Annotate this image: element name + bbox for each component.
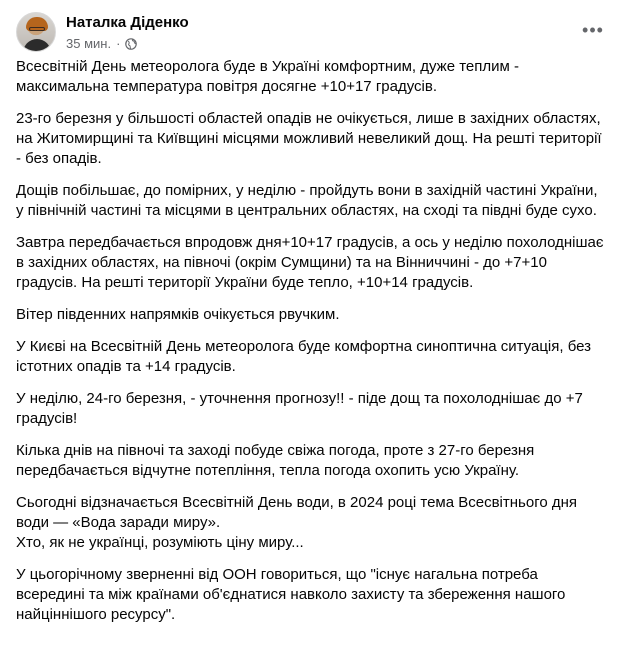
- post-paragraph: Хто, як не українці, розуміють ціну миру...: [16, 534, 304, 551]
- post-header: [16, 10, 189, 54]
- avatar-body: [23, 39, 51, 52]
- post-body: [16, 57, 608, 637]
- author-avatar[interactable]: [16, 12, 56, 52]
- avatar-glasses: [29, 27, 45, 31]
- post-timestamp[interactable]: 35 мин.: [66, 35, 112, 51]
- more-options-icon[interactable]: •••: [582, 19, 604, 40]
- author-name[interactable]: Наталка Діденко: [66, 13, 189, 31]
- post-paragraph: Завтра передбачається впродовж дня+10+17 градусів, а ось у неділю похолоднішає в західних областях, на півночі (окрім Сумщини) та на Вінниччині - до +7+10 градусів. На решті території України буде тепло, +10+14 градусів.: [16, 234, 604, 291]
- post-meta: [66, 13, 189, 52]
- separator-dot: ·: [116, 35, 121, 51]
- post-paragraph: Кілька днів на півночі та заході побуде свіжа погода, проте з 27-го березня передбачається відчутне потепління, тепла погода охопить усю Україну.: [16, 442, 535, 479]
- post-paragraph: Вітер південних напрямків очікується рвучким.: [16, 306, 340, 323]
- post-paragraph: Всесвітній День метеоролога буде в Україні комфортним, дуже теплим - максимальна температура повітря досягне +10+17 градусів.: [16, 58, 519, 95]
- post-subline: [66, 35, 189, 52]
- post-paragraph: У неділю, 24-го березня, - уточнення прогнозу!! - піде дощ та похолоднішає до +7 градусів!: [16, 390, 583, 427]
- post-paragraph: Дощів побільшає, до помірних, у неділю - пройдуть вони в західній частині України, у північній частині та місцями в центральних областях, на сході та півдні буде сухо.: [16, 182, 598, 219]
- post-paragraph: У цьогорічному зверненні від ООН говориться, що "існує нагальна потреба всередині та між країнами об'єднатися навколо захисту та збереження нашого найціннішого ресурсу".: [16, 566, 566, 623]
- post-paragraph: У Києві на Всесвітній День метеоролога буде комфортна синоптична ситуація, без істотних опадів та +14 градусів.: [16, 338, 592, 375]
- globe-icon: [125, 37, 137, 49]
- post-paragraph: Сьогодні відзначається Всесвітній День води, в 2024 році тема Всесвітнього дня води — «Вода заради миру».: [16, 494, 578, 531]
- post-paragraph: 23-го березня у більшості областей опадів не очікується, лише в західних областях, на Житомирщині та Київщині місцями можливий невеликий дощ. На решті території - без опадів.: [16, 110, 602, 167]
